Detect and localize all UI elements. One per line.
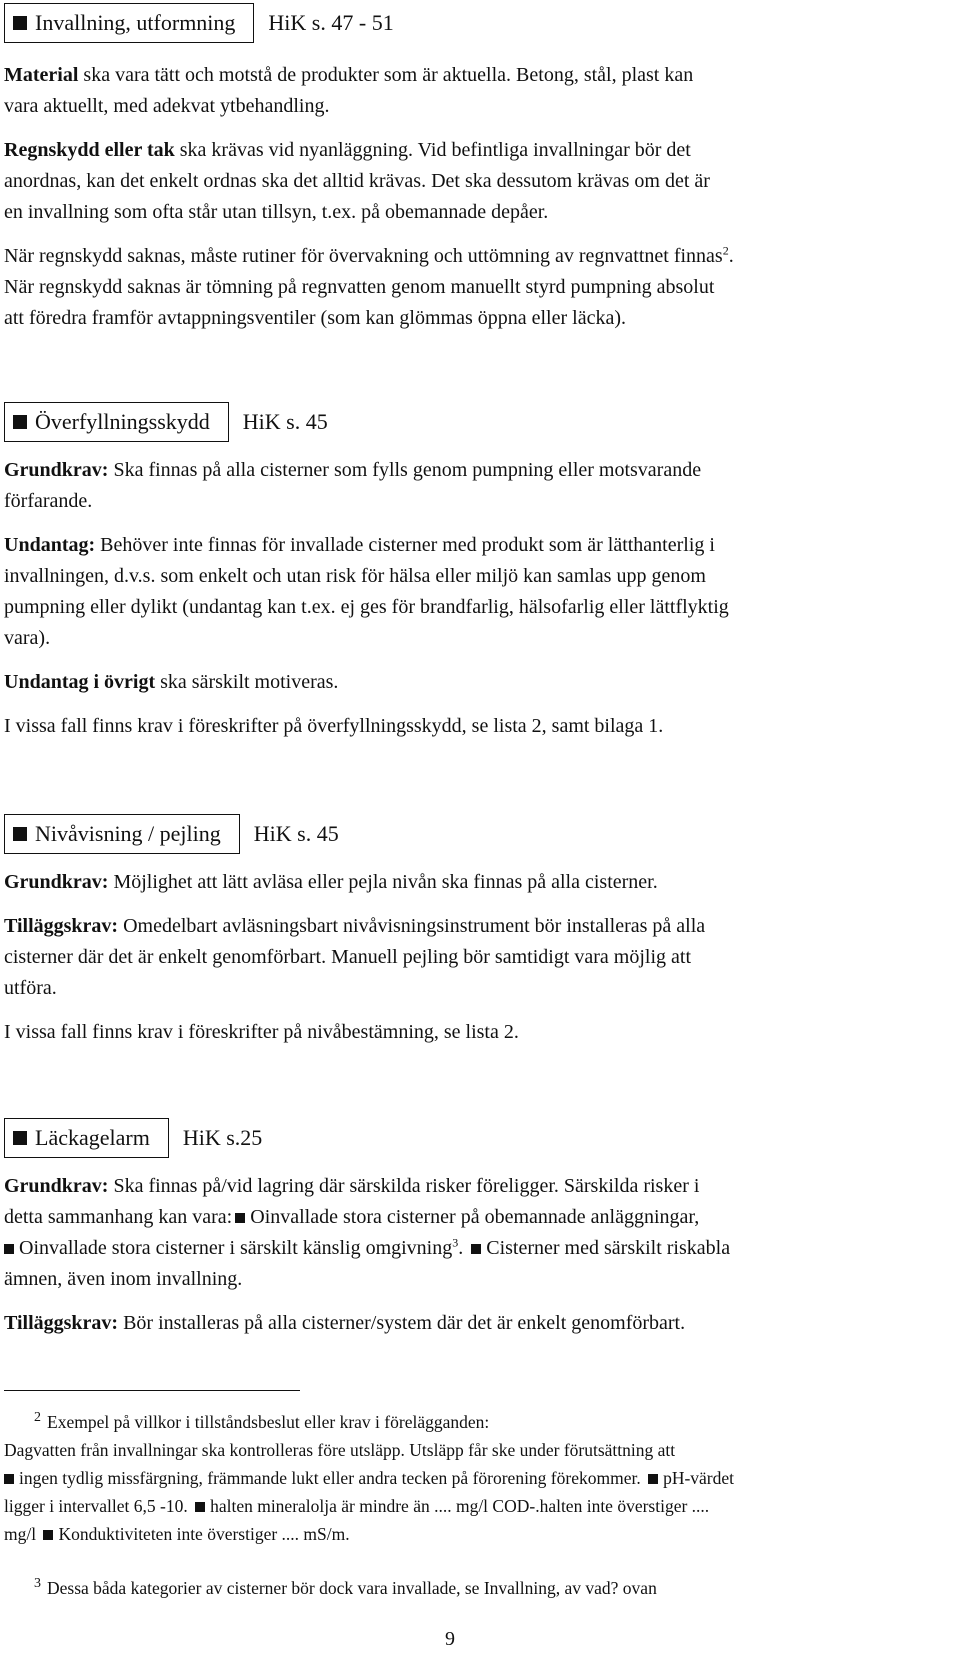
footnote-3: 3 Dessa båda kategorier av cisterner bör dock vara invallade, se Invallning, av vad? ovan: [4, 1570, 944, 1602]
section-reference: HiK s. 45: [242, 409, 328, 434]
section-reference: HiK s.25: [182, 1125, 263, 1150]
section-nivavisning: [4, 813, 944, 1048]
footnote-ref: 2: [722, 243, 729, 258]
section-header: [4, 2, 944, 44]
paragraph: I vissa fall finns krav i föreskrifter på nivåbestämning, se lista 2.: [4, 1021, 519, 1043]
footnote-ref: 3: [452, 1235, 459, 1250]
section-title-box: [4, 402, 229, 442]
square-bullet-icon: [4, 1474, 14, 1484]
paragraph: Grundkrav: Ska finnas på/vid lagring där särskilda risker föreligger. Särskilda risker i: [4, 1175, 700, 1197]
section-reference: HiK s. 47 - 51: [268, 10, 394, 35]
footnote-line: mg/l Konduktiviteten inte överstiger .... mS/m.: [4, 1523, 350, 1544]
paragraph-line: detta sammanhang kan vara: Oinvallade stora cisterner på obemannade anläggningar,: [4, 1206, 700, 1228]
paragraph-line: förfarande.: [4, 490, 93, 512]
section-title: Nivåvisning / pejling: [35, 821, 221, 846]
bold-term: Regnskydd eller tak: [4, 139, 175, 161]
section-invallning: [4, 2, 944, 334]
square-bullet-icon: [13, 415, 27, 429]
square-bullet-icon: [195, 1502, 205, 1512]
paragraph: Regnskydd eller tak ska krävas vid nyanläggning. Vid befintliga invallningar bör det: [4, 139, 691, 161]
page-number: 9: [445, 1628, 455, 1650]
footnote-2: 2 Exempel på villkor i tillståndsbeslut eller krav i förelägganden:: [4, 1404, 944, 1436]
footnote-line: ligger i intervallet 6,5 -10. halten mineralolja är mindre än .... mg/l COD-.halten inte överstiger ....: [4, 1495, 710, 1516]
paragraph: Grundkrav: Möjlighet att lätt avläsa eller pejla nivån ska finnas på alla cisterner.: [4, 871, 658, 893]
bold-term: Grundkrav:: [4, 871, 109, 893]
section-header: [4, 1117, 944, 1159]
paragraph: I vissa fall finns krav i föreskrifter på överfyllningsskydd, se lista 2, samt bilaga 1.: [4, 715, 664, 737]
square-bullet-icon: [648, 1474, 658, 1484]
paragraph: Material ska vara tätt och motstå de produkter som är aktuella. Betong, stål, plast kan: [4, 64, 694, 86]
footnotes: [4, 1404, 944, 1602]
footnote-number: 3: [34, 1575, 41, 1591]
paragraph-line: När regnskydd saknas är tömning på regnvatten genom manuellt styrd pumpning absolut: [4, 276, 715, 298]
footnote-line: Dagvatten från invallningar ska kontrolleras före utsläpp. Utsläpp får ske under förutsättning att: [4, 1439, 676, 1460]
bold-term: Material: [4, 64, 79, 86]
square-bullet-icon: [13, 827, 27, 841]
square-bullet-icon: [471, 1244, 481, 1254]
section-title-box: [4, 1118, 169, 1158]
paragraph-line: vara).: [4, 627, 51, 649]
bold-term: Tilläggskrav:: [4, 1312, 119, 1334]
bold-term: Tilläggskrav:: [4, 915, 119, 937]
section-title: Invallning, utformning: [35, 10, 236, 35]
paragraph: När regnskydd saknas, måste rutiner för övervakning och uttömning av regnvattnet finnas$^2$.: [4, 243, 734, 267]
square-bullet-icon: [13, 16, 27, 30]
paragraph-line: Oinvallade stora cisterner i särskilt känslig omgivning$^3$. Cisterner med särskilt riskabla: [4, 1233, 944, 1264]
paragraph: Undantag: Behöver inte finnas för invallade cisterner med produkt som är lätthanterlig i: [4, 534, 715, 556]
paragraph-line: anordnas, kan det enkelt ordnas ska det alltid krävas. Det ska dessutom krävas om det är: [4, 170, 710, 192]
section-lackagelarm: [4, 1117, 944, 1339]
paragraph-line: invallningen, d.v.s. som enkelt och utan risk för hälsa eller miljö kan samlas upp genom: [4, 565, 706, 587]
paragraph-line: utföra.: [4, 977, 57, 999]
footnote-divider: [4, 1390, 300, 1391]
square-bullet-icon: [235, 1213, 245, 1223]
paragraph-line: vara aktuellt, med adekvat ytbehandling.: [4, 95, 330, 117]
paragraph-line: ämnen, även inom invallning.: [4, 1268, 243, 1290]
paragraph-line: en invallning som ofta står utan tillsyn, t.ex. på obemannade depåer.: [4, 201, 549, 223]
section-title: Läckagelarm: [35, 1125, 150, 1150]
paragraph: Grundkrav: Ska finnas på alla cisterner som fylls genom pumpning eller motsvarande: [4, 459, 702, 481]
bold-term: Grundkrav:: [4, 459, 109, 481]
square-bullet-icon: [13, 1131, 27, 1145]
section-title: Överfyllningsskydd: [35, 409, 210, 434]
footnote-number: 2: [34, 1410, 41, 1425]
section-overfyllningsskydd: [4, 401, 944, 742]
square-bullet-icon: [43, 1530, 53, 1540]
section-header: [4, 401, 944, 443]
section-reference: HiK s. 45: [253, 821, 339, 846]
paragraph-line: cisterner där det är enkelt genomförbart. Manuell pejling bör samtidigt vara möjlig att: [4, 946, 692, 968]
paragraph: Tilläggskrav: Omedelbart avläsningsbart nivåvisningsinstrument bör installeras på alla: [4, 915, 706, 937]
bold-term: Undantag:: [4, 534, 96, 556]
paragraph-line: pumpning eller dylikt (undantag kan t.ex. ej ges för brandfarlig, hälsofarlig eller lättflyktig: [4, 596, 729, 618]
paragraph-line: att föredra framför avtappningsventiler (som kan glömmas öppna eller läcka).: [4, 307, 626, 329]
bold-term: Grundkrav:: [4, 1175, 109, 1197]
bold-term: Undantag i övrigt: [4, 671, 156, 693]
paragraph: Tilläggskrav: Bör installeras på alla cisterner/system där det är enkelt genomförbart.: [4, 1312, 686, 1334]
footnote-line: ingen tydlig missfärgning, främmande lukt eller andra tecken på förorening förekommer. pH-värdet: [4, 1464, 944, 1492]
section-header: [4, 813, 944, 855]
section-title-box: [4, 814, 240, 854]
square-bullet-icon: [4, 1244, 14, 1254]
paragraph: Undantag i övrigt ska särskilt motiveras.: [4, 671, 339, 693]
section-title-box: [4, 3, 254, 43]
